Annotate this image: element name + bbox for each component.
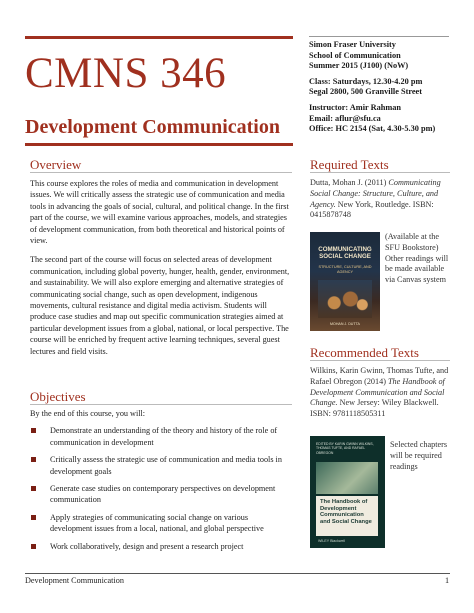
recommended-citation-title: The Handbook of Development Communication and Social Change. [310, 376, 445, 408]
bullet-icon [31, 486, 36, 491]
recommended-book-cover-title: The Handbook of Development Communication and Social Change [320, 499, 372, 525]
required-book-cover [310, 232, 380, 331]
overview-paragraph-2: The second part of the course will focus on selected areas of development communication, including global poverty, hunger, health, gender, environment, and sustainability. We will also explore emerging and alternative strategies of communicating social change, such as open development, indigenous movements, cultural resistance and digital media activism. Students will produce case studies and map out specific communication strategies aimed at particular development issues from a global, national, or local perspective. The course will be enriched by frequent active learning techniques, several guest lectures and field visits. [30, 255, 290, 356]
header-rule-bottom [25, 143, 293, 146]
class-location: Segal 2800, 500 Granville Street [309, 87, 422, 97]
recommended-citation [310, 366, 450, 420]
required-book-cover-subtitle: STRUCTURE, CULTURE, AND AGENCY [318, 265, 372, 274]
course-title: Development Communication [25, 116, 280, 138]
recommended-texts-heading: Recommended Texts [310, 345, 419, 360]
school-name: School of Communication [309, 50, 401, 60]
objective-item: Work collaboratively, design and present a research project [30, 541, 292, 552]
objective-item: Demonstrate an understanding of the theory and history of the role of communication in development [30, 425, 292, 448]
bullet-icon [31, 515, 36, 520]
overview-heading: Overview [30, 157, 82, 172]
recommended-book-cover-publisher: WILEY Blackwell [318, 539, 346, 543]
objectives-intro: By the end of this course, you will: [30, 409, 146, 418]
required-book-cover-image [318, 280, 372, 318]
page-number: 1 [445, 576, 450, 585]
objectives-heading: Objectives [30, 389, 86, 404]
overview-body [30, 178, 292, 365]
required-book-cover-title: COMMUNICATING SOCIAL CHANGE [318, 246, 372, 260]
required-texts-heading: Required Texts [310, 157, 389, 172]
objective-item: Critically assess the strategic use of communication and media tools in development goals [30, 454, 292, 477]
bullet-icon [31, 457, 36, 462]
required-book-cover-author: MOHAN J. DUTTA [330, 322, 360, 326]
recommended-book-cover-image [316, 462, 378, 494]
recommended-book-cover [310, 436, 385, 548]
info-rule-top [309, 36, 449, 37]
instructor-email: Email: aflur@sfu.ca [309, 113, 381, 123]
objectives-list [30, 425, 292, 552]
objectives-body [30, 408, 292, 558]
recommended-book-cover-authors: EDITED BY KARIN GWINN WILKINS, THOMAS TUFTE, AND RAFAEL OBREGON [316, 442, 374, 455]
course-code: CMNS 346 [25, 50, 227, 97]
required-citation-title: Communicating Social Change: Structure, Culture, and Agency. [310, 178, 441, 209]
bullet-icon [31, 428, 36, 433]
required-citation-publisher: New York, Routledge. ISBN: 0415878748 [310, 199, 434, 220]
required-citation-author: Dutta, Mohan J. (2011) [310, 178, 387, 187]
overview-paragraph-1: This course explores the roles of media and communication in development issues. We will critically assess the strategic use of communication and media tools in advancing the goals of social, cultural, and political change. In the first part of the course, we will examine various approaches, models, and strategies of development communication, from both theoretical and historical points of view. [30, 179, 289, 246]
bullet-icon [31, 544, 36, 549]
objective-item: Generate case studies on contemporary perspectives on development communication [30, 483, 292, 506]
footer-title: Development Communication [25, 576, 124, 585]
instructor: Instructor: Amir Rahman [309, 102, 402, 112]
recommended-citation-authors: Wilkins, Karin Gwinn, Thomas Tufte, and Rafael Obregon (2014) [310, 366, 449, 386]
objectives-underline [30, 404, 292, 405]
required-citation [310, 178, 450, 221]
recommended-texts-underline [310, 360, 450, 361]
course-info [309, 40, 469, 135]
objective-item: Apply strategies of communicating social change on various development issues from a local, national, and global perspective [30, 512, 292, 535]
class-time: Class: Saturdays, 12.30-4.20 pm [309, 76, 423, 86]
required-note: (Available at the SFU Bookstore) Other readings will be made available via Canvas system [385, 232, 449, 285]
recommended-book-cover-box [316, 496, 378, 536]
required-texts-underline [310, 172, 450, 173]
university-name: Simon Fraser University [309, 40, 396, 49]
footer-rule [25, 573, 450, 574]
recommended-note: Selected chapters will be required readings [390, 440, 448, 471]
overview-underline [30, 172, 292, 173]
term: Summer 2015 (J100) (NoW) [309, 61, 409, 71]
header-rule-top [25, 36, 293, 39]
recommended-citation-publisher: New Jersey: Wiley Blackwell. ISBN: 9781118505311 [310, 398, 439, 419]
office-hours: Office: HC 2154 (Sat, 4.30-5.30 pm) [309, 124, 436, 134]
